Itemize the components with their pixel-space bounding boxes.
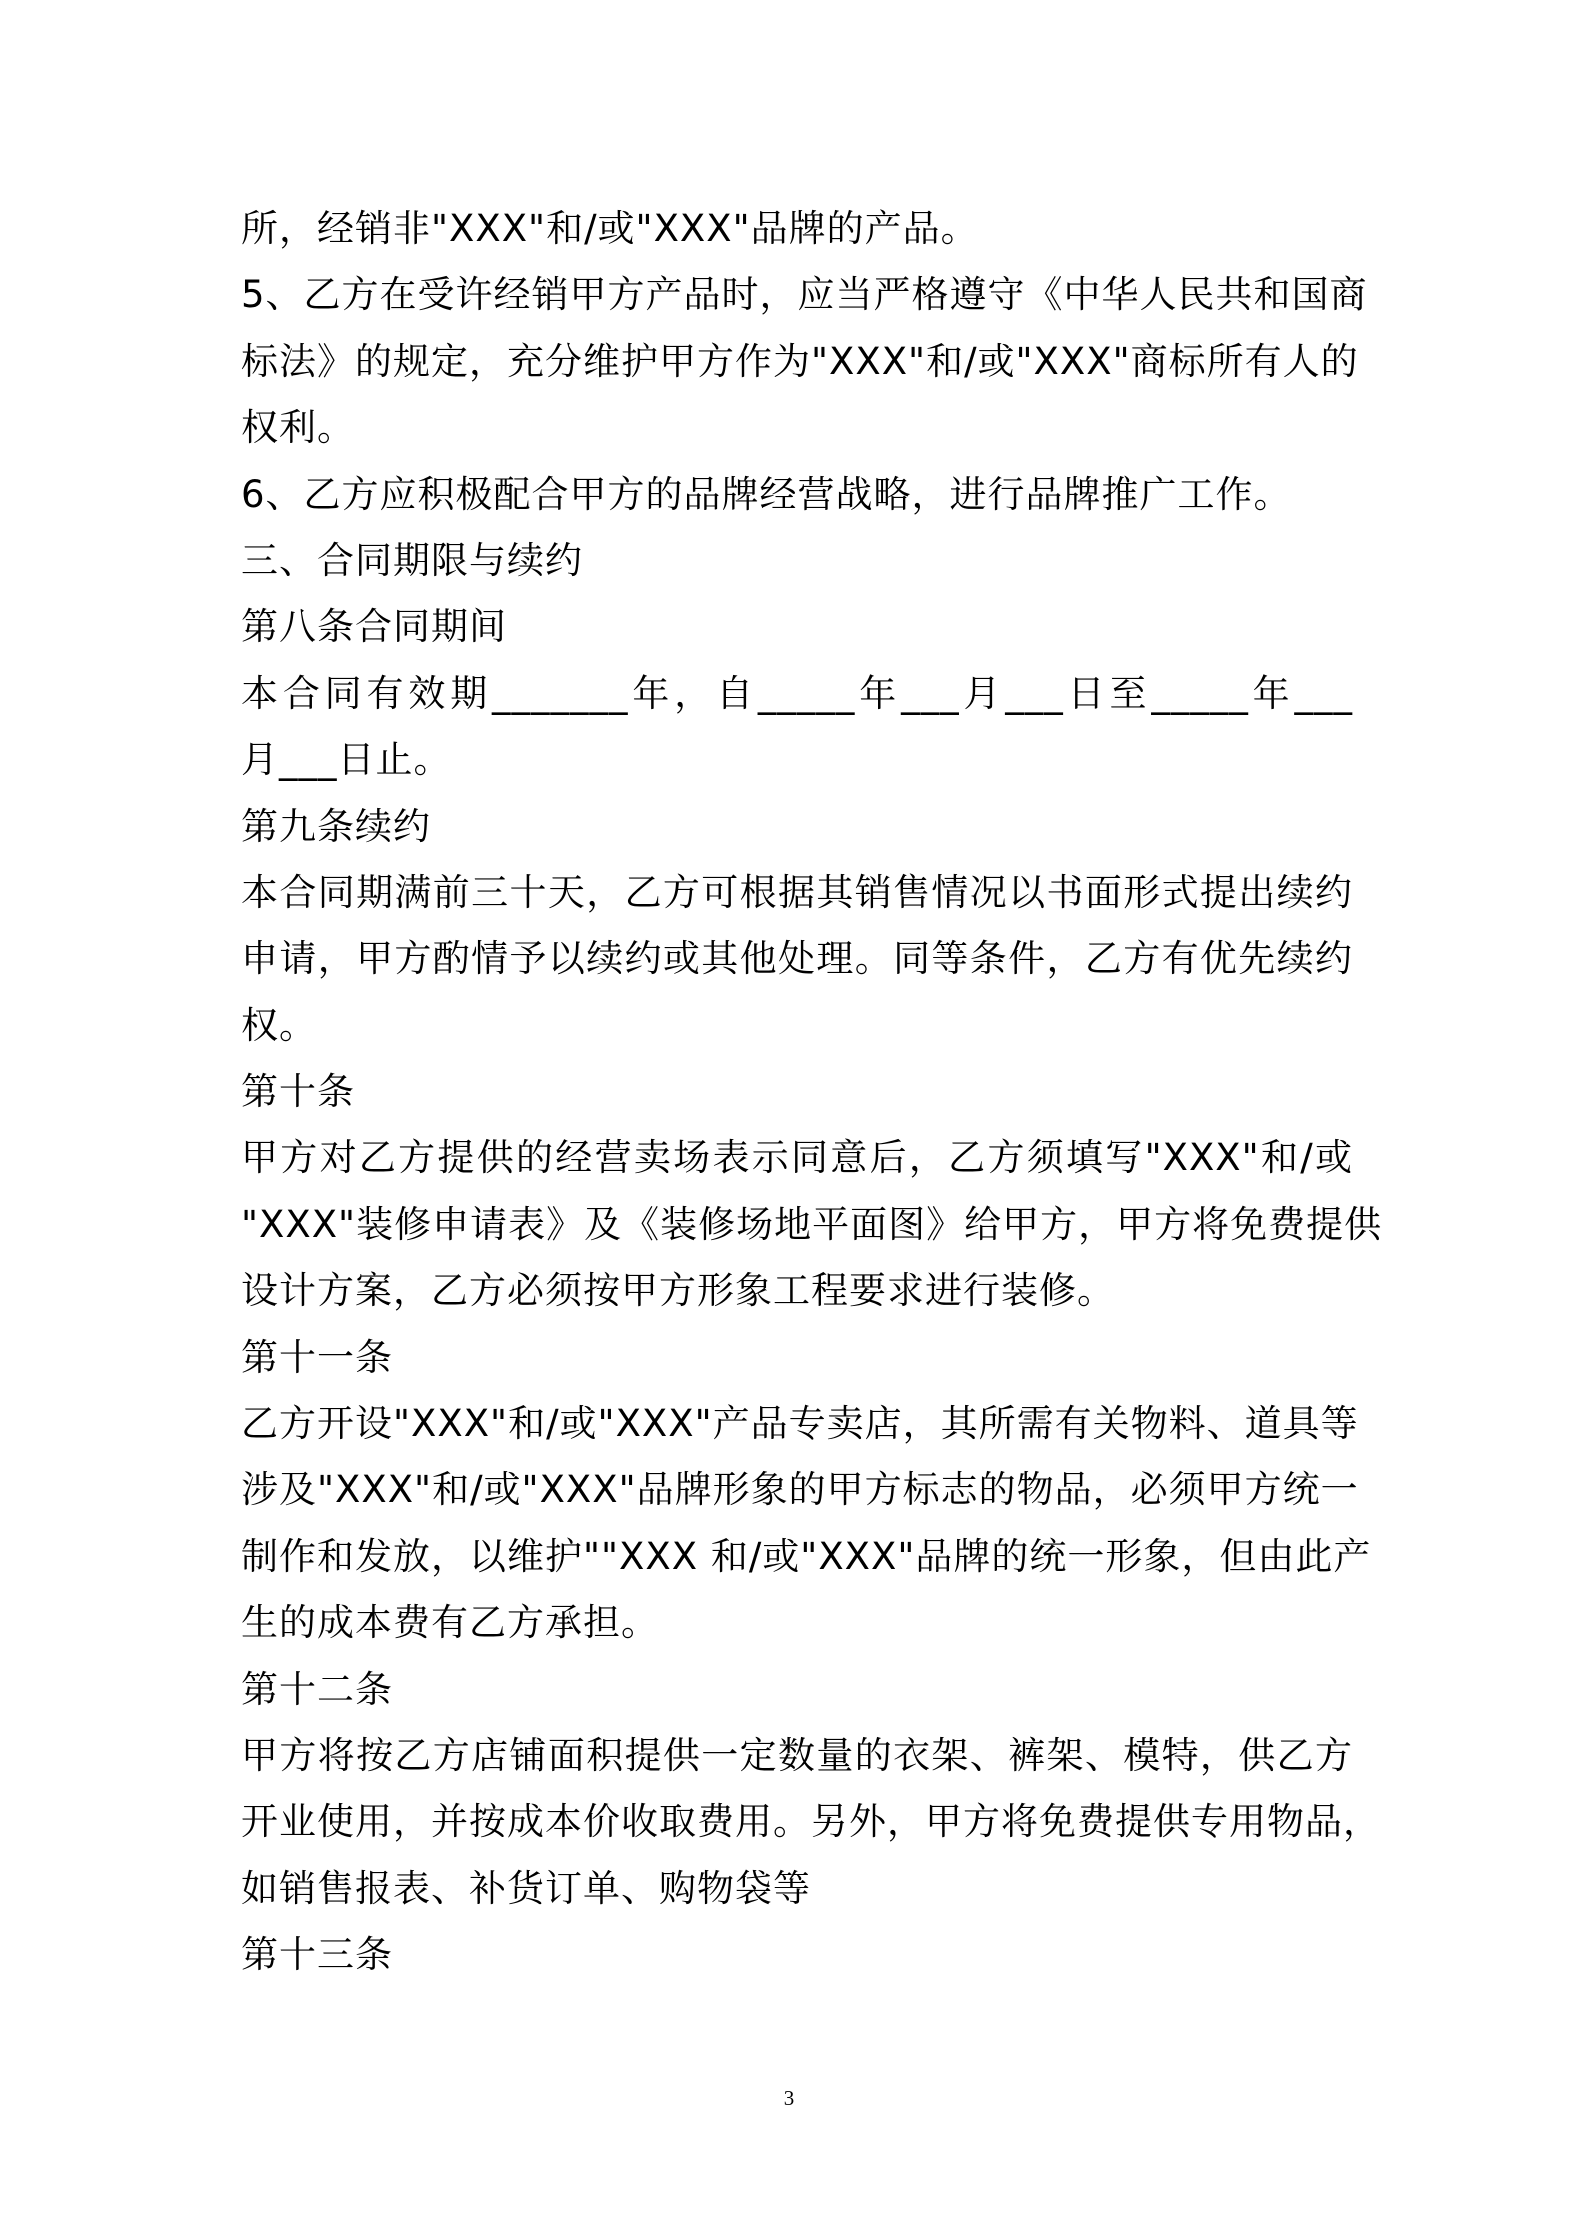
section-heading: 三、合同期限与续约 (241, 538, 583, 582)
text-line: "XXX"装修申请表》及《装修场地平面图》给甲方，甲方将免费提供 (241, 1202, 1383, 1246)
text-line: 生的成本费有乙方承担。 (241, 1601, 659, 1645)
text-line: 月___日止。 (241, 738, 452, 782)
text-line: 涉及"XXX"和/或"XXX"品牌形象的甲方标志的物品，必须甲方统一 (241, 1468, 1359, 1512)
text-line: 6、乙方应积极配合甲方的品牌经营战略，进行品牌推广工作。 (241, 472, 1292, 516)
document-body (241, 196, 1383, 1989)
text-line: 本合同有效期_______年，自_____年___月___日至_____年___ (241, 671, 1353, 715)
text-line: 如销售报表、补货订单、购物袋等 (241, 1866, 811, 1910)
text-line: 甲方对乙方提供的经营卖场表示同意后，乙方须填写"XXX"和/或 (241, 1136, 1353, 1180)
page-number: 3 (783, 2086, 795, 2110)
text-line: 5、乙方在受许经销甲方产品时，应当严格遵守《中华人民共和国商 (241, 273, 1368, 317)
article-heading: 第十一条 (241, 1335, 393, 1379)
article-heading: 第十二条 (241, 1667, 393, 1711)
article-heading: 第十条 (241, 1070, 355, 1114)
article-heading: 第十三条 (241, 1933, 393, 1977)
text-line: 设计方案，乙方必须按甲方形象工程要求进行装修。 (241, 1269, 1115, 1313)
text-line: 制作和发放，以维护""XXX 和/或"XXX"品牌的统一形象，但由此产 (241, 1534, 1372, 1578)
text-line: 开业使用，并按成本价收取费用。另外，甲方将免费提供专用物品， (241, 1800, 1381, 1844)
text-line: 标法》的规定，充分维护甲方作为"XXX"和/或"XXX"商标所有人的 (241, 339, 1359, 383)
text-line: 申请，甲方酌情予以续约或其他处理。同等条件，乙方有优先续约 (241, 937, 1353, 981)
text-line: 所，经销非"XXX"和/或"XXX"品牌的产品。 (241, 207, 979, 250)
article-heading: 第八条合同期间 (241, 605, 507, 649)
text-line: 权利。 (241, 406, 355, 450)
text-line: 乙方开设"XXX"和/或"XXX"产品专卖店，其所需有关物料、道具等 (241, 1402, 1359, 1446)
text-line: 本合同期满前三十天，乙方可根据其销售情况以书面形式提出续约 (241, 870, 1353, 914)
text-line: 权。 (241, 1003, 317, 1047)
text-line: 甲方将按乙方店铺面积提供一定数量的衣架、裤架、模特，供乙方 (241, 1733, 1353, 1777)
article-heading: 第九条续约 (241, 804, 431, 848)
